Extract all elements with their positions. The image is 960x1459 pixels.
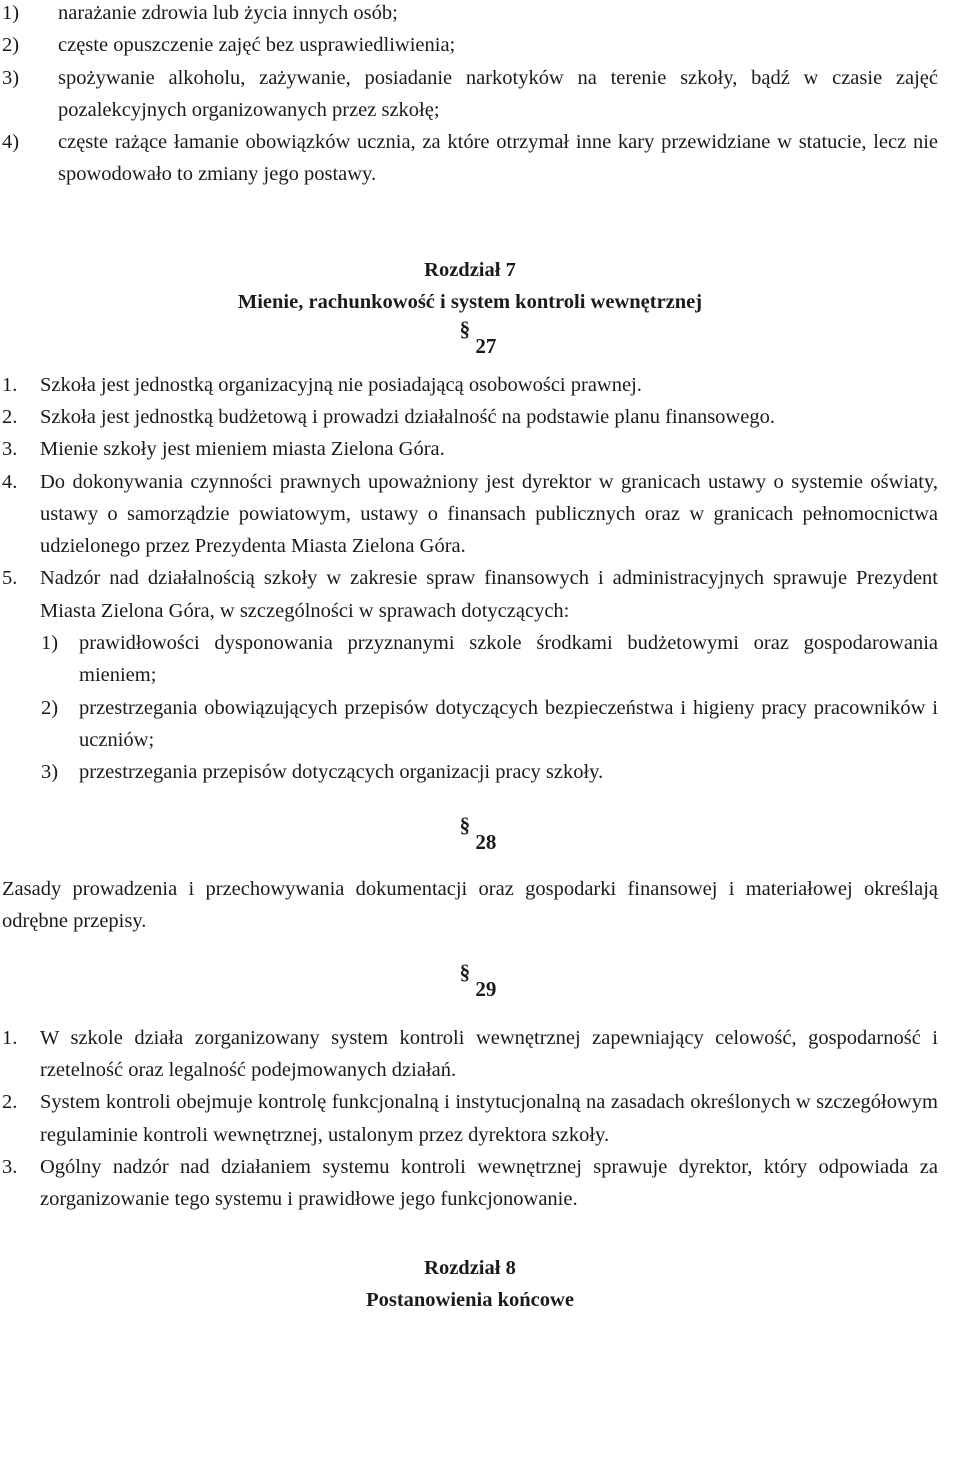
list-item-number: 2.	[2, 405, 18, 428]
chapter-title: Rozdział 7	[424, 258, 516, 281]
list-item	[41, 692, 938, 757]
list-item-text: spożywanie alkoholu, zażywanie, posiadanie narkotyków na terenie szkoły, bądź w czasie zajęć pozalekcyjnych organizowanych przez szkołę;	[58, 66, 938, 121]
list-item-number: 2)	[41, 696, 59, 719]
list-item-text: przestrzegania obowiązujących przepisów dotyczących bezpieczeństwa i higieny pracy pracowników i uczniów;	[79, 696, 938, 751]
list-item-text: Ogólny nadzór nad działaniem systemu kontroli wewnętrznej sprawuje dyrektor, który odpowiada za zorganizowanie tego systemu i prawidłowe jego funkcjonowanie.	[40, 1155, 938, 1211]
chapter-subtitle: Mienie, rachunkowość i system kontroli wewnętrznej	[237, 291, 703, 314]
sub-list	[41, 627, 938, 788]
list-item-number: 1)	[41, 632, 59, 655]
list-item-number: 3.	[2, 438, 18, 461]
chapter-subtitle: Postanowienia końcowe	[366, 1288, 574, 1311]
paragraph-27-mark	[2, 317, 938, 362]
list-item	[41, 627, 938, 692]
list-item	[2, 0, 938, 29]
list-item-number: 4)	[2, 131, 20, 154]
list-item	[2, 29, 938, 61]
list-item	[2, 401, 938, 433]
paragraph-27-body	[2, 369, 938, 789]
list-item-number: 3.	[2, 1155, 18, 1178]
list-item-number: 1)	[2, 2, 20, 24]
list-item-number: 5.	[2, 567, 18, 590]
list-item	[2, 1151, 938, 1216]
list-item-text: częste opuszczenie zajęć bez usprawiedliwienia;	[58, 34, 456, 57]
list-item-text: przestrzegania przepisów dotyczących organizacji pracy szkoły.	[79, 761, 604, 784]
list-item-text: Do dokonywania czynności prawnych upoważniony jest dyrektor w granicach ustawy o systemie oświaty, ustawy o samorządzie powiatowym, ustawy o finansach publicznych oraz w granicach pełnomocnictwa udzielonego przez Prezydenta Miasta Zielona Góra.	[40, 470, 938, 558]
section-sign: §	[459, 317, 471, 342]
paragraph-28-mark	[2, 812, 938, 858]
list-item-number: 3)	[2, 66, 20, 89]
list-item-text: Nadzór nad działalnością szkoły w zakresie spraw finansowych i administracyjnych sprawuje Prezydent Miasta Zielona Góra, w szczególności w sprawach dotyczących:	[40, 567, 938, 622]
list-item-number: 4.	[2, 470, 18, 493]
list-item	[2, 1022, 938, 1087]
chapter-8-heading	[2, 1252, 938, 1317]
list-item-text: Szkoła jest jednostką budżetową i prowadzi działalność na podstawie planu finansowego.	[40, 405, 775, 428]
paragraph-number: 28	[475, 829, 497, 854]
list-item-number: 3)	[41, 761, 59, 784]
list-item	[2, 562, 938, 627]
paragraph-29-mark	[2, 960, 938, 1005]
list-item-number: 2.	[2, 1091, 18, 1114]
paragraph-number: 27	[475, 334, 497, 359]
list-item-text: Mienie szkoły jest mieniem miasta Zielona Góra.	[40, 438, 445, 461]
paragraph-28-text: Zasady prowadzenia i przechowywania dokumentacji oraz gospodarki finansowej i materiałowej określają odrębne przepisy.	[2, 877, 938, 933]
paragraph-29-body	[2, 1022, 938, 1216]
list-item	[41, 756, 938, 788]
list-item	[2, 433, 938, 465]
list-item-text: prawidłowości dysponowania przyznanymi szkole środkami budżetowymi oraz gospodarowania mieniem;	[79, 632, 938, 687]
list-item	[2, 62, 938, 127]
list-item-number: 1.	[2, 373, 18, 396]
paragraph-number: 29	[475, 977, 497, 1002]
list-item-number: 2)	[2, 34, 20, 57]
list-item-text: narażanie zdrowia lub życia innych osób;	[58, 2, 398, 24]
chapter-7-heading	[2, 254, 938, 319]
chapter-title: Rozdział 8	[424, 1256, 516, 1279]
list-item-text: częste rażące łamanie obowiązków ucznia, za które otrzymał inne kary przewidziane w statucie, lecz nie spowodowało to zmiany jego postawy.	[58, 131, 938, 186]
intro-list	[2, 0, 938, 191]
list-item-text: System kontroli obejmuje kontrolę funkcjonalną i instytucjonalną na zasadach określonych w szczegółowym regulaminie kontroli wewnętrznej, ustalonym przez dyrektora szkoły.	[40, 1091, 938, 1146]
list-item-text: W szkole działa zorganizowany system kontroli wewnętrznej zapewniający celowość, gospodarność i rzetelność oraz legalność podejmowanych działań.	[40, 1026, 938, 1082]
section-sign: §	[459, 812, 471, 837]
list-item	[2, 369, 938, 401]
list-item	[2, 126, 938, 191]
list-item-number: 1.	[2, 1026, 18, 1049]
list-item-text: Szkoła jest jednostką organizacyjną nie posiadającą osobowości prawnej.	[40, 373, 642, 396]
section-sign: §	[459, 960, 471, 985]
list-item	[2, 1086, 938, 1151]
list-item	[2, 466, 938, 563]
